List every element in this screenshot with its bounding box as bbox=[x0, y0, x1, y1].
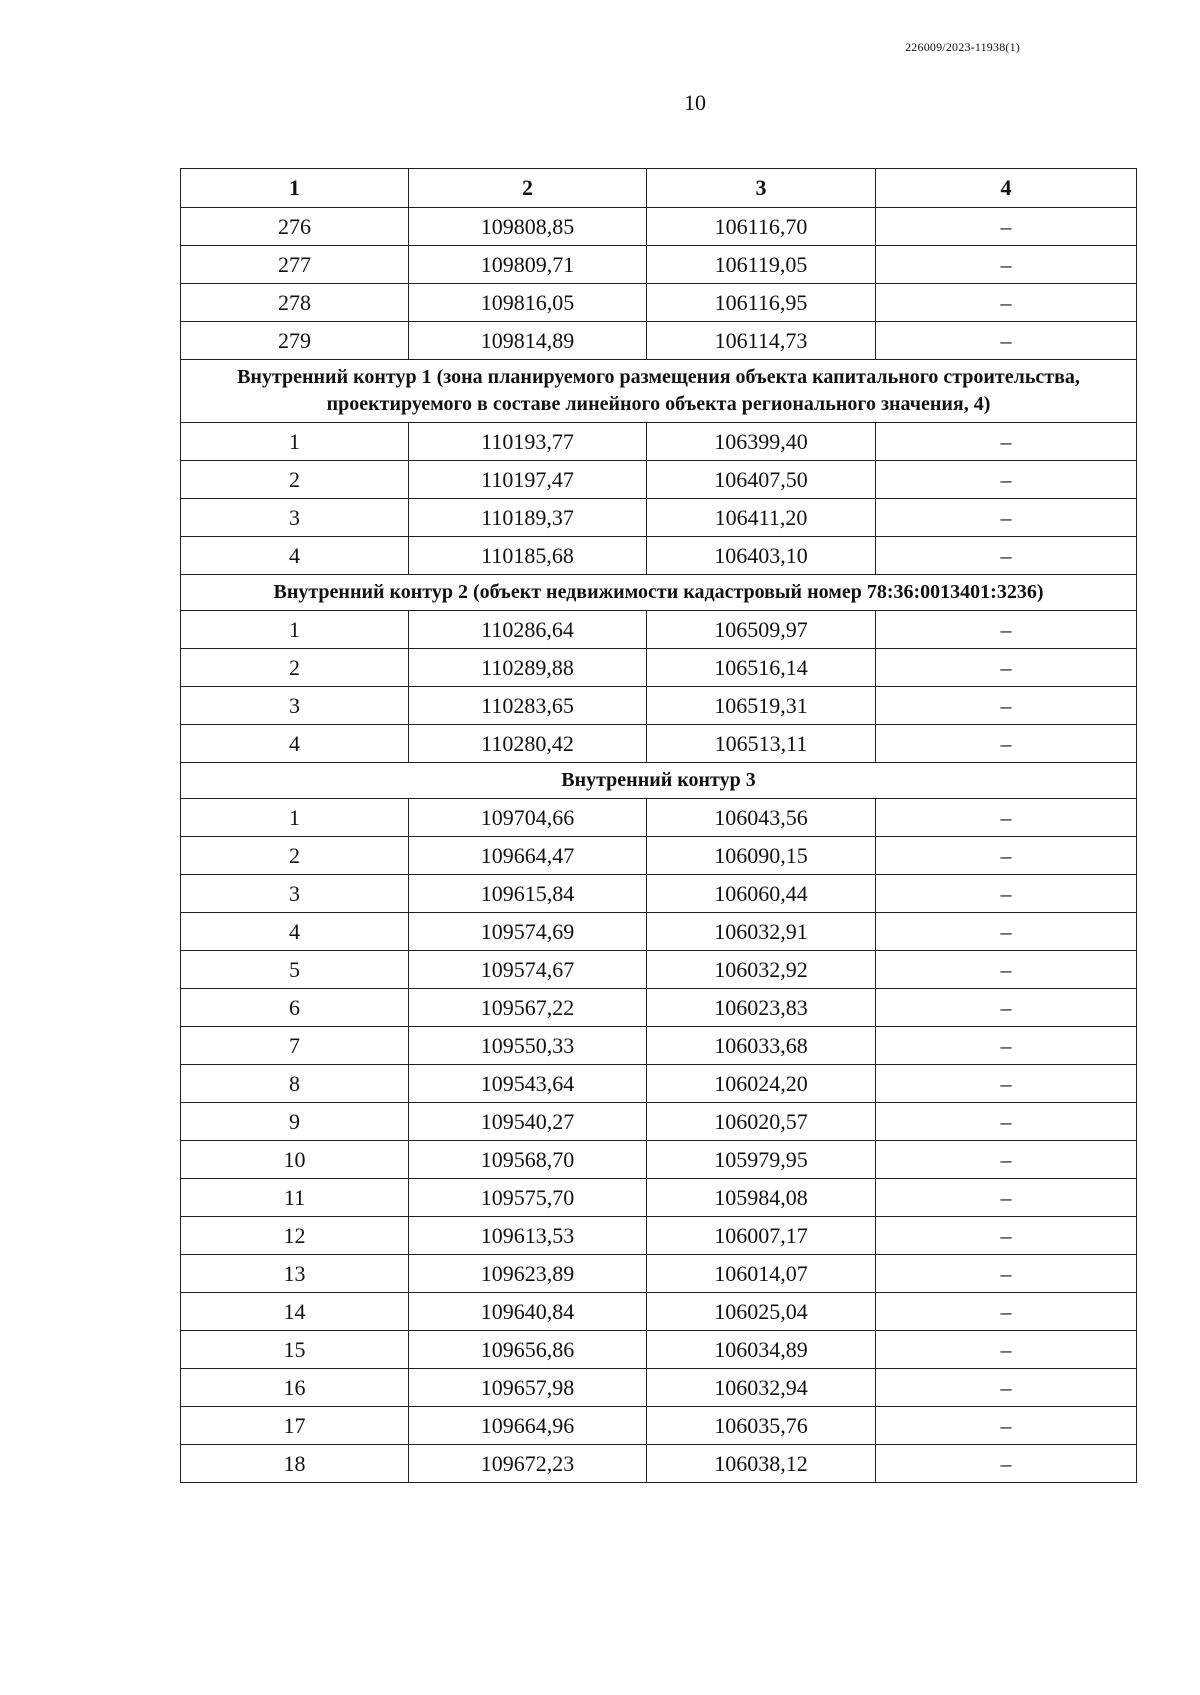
coordinate-y-cell: 106023,83 bbox=[647, 989, 876, 1027]
coordinate-x-cell: 109574,69 bbox=[409, 913, 647, 951]
point-number-cell: 14 bbox=[181, 1293, 409, 1331]
coordinate-x-cell: 110283,65 bbox=[409, 687, 647, 725]
coordinate-y-cell: 106114,73 bbox=[647, 322, 876, 360]
table-row bbox=[181, 725, 1137, 763]
point-number-cell: 1 bbox=[181, 799, 409, 837]
coordinate-y-cell: 105979,95 bbox=[647, 1141, 876, 1179]
point-number-cell: 278 bbox=[181, 284, 409, 322]
table-body bbox=[181, 208, 1137, 1483]
table-row bbox=[181, 687, 1137, 725]
coordinate-y-cell: 106032,92 bbox=[647, 951, 876, 989]
note-cell: – bbox=[876, 837, 1137, 875]
coordinate-x-cell: 109672,23 bbox=[409, 1445, 647, 1483]
coordinate-y-cell: 106513,11 bbox=[647, 725, 876, 763]
coordinate-y-cell: 106407,50 bbox=[647, 461, 876, 499]
point-number-cell: 11 bbox=[181, 1179, 409, 1217]
coordinate-x-cell: 109704,66 bbox=[409, 799, 647, 837]
coordinate-x-cell: 109540,27 bbox=[409, 1103, 647, 1141]
note-cell: – bbox=[876, 1255, 1137, 1293]
note-cell: – bbox=[876, 799, 1137, 837]
table-row bbox=[181, 1103, 1137, 1141]
coordinate-y-cell: 106035,76 bbox=[647, 1407, 876, 1445]
point-number-cell: 279 bbox=[181, 322, 409, 360]
point-number-cell: 1 bbox=[181, 423, 409, 461]
coordinate-y-cell: 106038,12 bbox=[647, 1445, 876, 1483]
table-row bbox=[181, 461, 1137, 499]
note-cell: – bbox=[876, 725, 1137, 763]
coordinate-x-cell: 110189,37 bbox=[409, 499, 647, 537]
point-number-cell: 7 bbox=[181, 1027, 409, 1065]
note-cell: – bbox=[876, 1445, 1137, 1483]
point-number-cell: 2 bbox=[181, 461, 409, 499]
table-row bbox=[181, 1255, 1137, 1293]
note-cell: – bbox=[876, 649, 1137, 687]
coordinate-x-cell: 109623,89 bbox=[409, 1255, 647, 1293]
point-number-cell: 4 bbox=[181, 913, 409, 951]
table-row bbox=[181, 989, 1137, 1027]
coordinate-y-cell: 106043,56 bbox=[647, 799, 876, 837]
coordinate-y-cell: 106025,04 bbox=[647, 1293, 876, 1331]
table-row bbox=[181, 284, 1137, 322]
coordinate-x-cell: 109656,86 bbox=[409, 1331, 647, 1369]
section-title-row bbox=[181, 360, 1137, 423]
point-number-cell: 10 bbox=[181, 1141, 409, 1179]
table-row bbox=[181, 611, 1137, 649]
section-title-row bbox=[181, 575, 1137, 611]
note-cell: – bbox=[876, 989, 1137, 1027]
coordinate-y-cell: 106403,10 bbox=[647, 537, 876, 575]
coordinate-x-cell: 109664,96 bbox=[409, 1407, 647, 1445]
coordinate-x-cell: 109568,70 bbox=[409, 1141, 647, 1179]
coordinate-x-cell: 109816,05 bbox=[409, 284, 647, 322]
note-cell: – bbox=[876, 1103, 1137, 1141]
coordinate-y-cell: 106014,07 bbox=[647, 1255, 876, 1293]
table-row bbox=[181, 1445, 1137, 1483]
coordinate-x-cell: 109664,47 bbox=[409, 837, 647, 875]
table-row bbox=[181, 1141, 1137, 1179]
table-row bbox=[181, 1179, 1137, 1217]
coordinate-y-cell: 106399,40 bbox=[647, 423, 876, 461]
coordinate-y-cell: 106116,95 bbox=[647, 284, 876, 322]
coordinate-x-cell: 109814,89 bbox=[409, 322, 647, 360]
table-row bbox=[181, 837, 1137, 875]
table-row bbox=[181, 322, 1137, 360]
table-row bbox=[181, 799, 1137, 837]
note-cell: – bbox=[876, 423, 1137, 461]
note-cell: – bbox=[876, 687, 1137, 725]
note-cell: – bbox=[876, 1179, 1137, 1217]
coordinate-x-cell: 109809,71 bbox=[409, 246, 647, 284]
coordinate-x-cell: 110289,88 bbox=[409, 649, 647, 687]
point-number-cell: 15 bbox=[181, 1331, 409, 1369]
point-number-cell: 9 bbox=[181, 1103, 409, 1141]
point-number-cell: 12 bbox=[181, 1217, 409, 1255]
coordinate-y-cell: 106516,14 bbox=[647, 649, 876, 687]
table-row bbox=[181, 499, 1137, 537]
table-row bbox=[181, 875, 1137, 913]
point-number-cell: 3 bbox=[181, 875, 409, 913]
point-number-cell: 277 bbox=[181, 246, 409, 284]
table-row bbox=[181, 1065, 1137, 1103]
point-number-cell: 6 bbox=[181, 989, 409, 1027]
coordinate-y-cell: 106034,89 bbox=[647, 1331, 876, 1369]
column-header-1: 1 bbox=[181, 169, 409, 208]
note-cell: – bbox=[876, 1369, 1137, 1407]
note-cell: – bbox=[876, 1217, 1137, 1255]
coordinate-x-cell: 109640,84 bbox=[409, 1293, 647, 1331]
page-number: 10 bbox=[684, 90, 706, 115]
point-number-cell: 2 bbox=[181, 837, 409, 875]
coordinate-x-cell: 109615,84 bbox=[409, 875, 647, 913]
note-cell: – bbox=[876, 1065, 1137, 1103]
point-number-cell: 3 bbox=[181, 499, 409, 537]
note-cell: – bbox=[876, 246, 1137, 284]
table-header bbox=[181, 169, 1137, 208]
coordinate-y-cell: 106509,97 bbox=[647, 611, 876, 649]
note-cell: – bbox=[876, 611, 1137, 649]
table-row bbox=[181, 913, 1137, 951]
coordinate-x-cell: 109808,85 bbox=[409, 208, 647, 246]
coordinate-y-cell: 106116,70 bbox=[647, 208, 876, 246]
point-number-cell: 13 bbox=[181, 1255, 409, 1293]
header-row bbox=[181, 169, 1137, 208]
coordinate-x-cell: 110286,64 bbox=[409, 611, 647, 649]
section-title-row bbox=[181, 763, 1137, 799]
table-row bbox=[181, 1331, 1137, 1369]
coordinate-y-cell: 106519,31 bbox=[647, 687, 876, 725]
section-title: Внутренний контур 1 (зона планируемого размещения объекта капитального строительства, проектируемого в составе линейного объекта регионального значения, 4) bbox=[181, 360, 1137, 423]
note-cell: – bbox=[876, 875, 1137, 913]
coordinate-x-cell: 109574,67 bbox=[409, 951, 647, 989]
point-number-cell: 18 bbox=[181, 1445, 409, 1483]
coordinate-x-cell: 110197,47 bbox=[409, 461, 647, 499]
table-row bbox=[181, 208, 1137, 246]
point-number-cell: 4 bbox=[181, 537, 409, 575]
table-row bbox=[181, 951, 1137, 989]
table-row bbox=[181, 1217, 1137, 1255]
coordinate-y-cell: 106060,44 bbox=[647, 875, 876, 913]
point-number-cell: 276 bbox=[181, 208, 409, 246]
coordinate-y-cell: 106119,05 bbox=[647, 246, 876, 284]
table-row bbox=[181, 1369, 1137, 1407]
column-header-3: 3 bbox=[647, 169, 876, 208]
coordinate-y-cell: 106007,17 bbox=[647, 1217, 876, 1255]
note-cell: – bbox=[876, 1331, 1137, 1369]
coordinate-x-cell: 109543,64 bbox=[409, 1065, 647, 1103]
coordinate-y-cell: 106020,57 bbox=[647, 1103, 876, 1141]
table-row bbox=[181, 1407, 1137, 1445]
column-header-2: 2 bbox=[409, 169, 647, 208]
note-cell: – bbox=[876, 537, 1137, 575]
note-cell: – bbox=[876, 1293, 1137, 1331]
note-cell: – bbox=[876, 322, 1137, 360]
note-cell: – bbox=[876, 1141, 1137, 1179]
table-row bbox=[181, 246, 1137, 284]
coordinates-table bbox=[180, 168, 1137, 1483]
note-cell: – bbox=[876, 284, 1137, 322]
coordinate-x-cell: 110280,42 bbox=[409, 725, 647, 763]
coordinate-y-cell: 106032,94 bbox=[647, 1369, 876, 1407]
coordinate-y-cell: 106033,68 bbox=[647, 1027, 876, 1065]
table-row bbox=[181, 537, 1137, 575]
point-number-cell: 5 bbox=[181, 951, 409, 989]
coordinate-y-cell: 106090,15 bbox=[647, 837, 876, 875]
coordinate-y-cell: 106411,20 bbox=[647, 499, 876, 537]
coordinate-x-cell: 109613,53 bbox=[409, 1217, 647, 1255]
coordinate-y-cell: 106024,20 bbox=[647, 1065, 876, 1103]
section-title: Внутренний контур 2 (объект недвижимости кадастровый номер 78:36:0013401:3236) bbox=[181, 575, 1137, 611]
point-number-cell: 8 bbox=[181, 1065, 409, 1103]
coordinate-y-cell: 105984,08 bbox=[647, 1179, 876, 1217]
coordinate-x-cell: 110193,77 bbox=[409, 423, 647, 461]
note-cell: – bbox=[876, 461, 1137, 499]
point-number-cell: 17 bbox=[181, 1407, 409, 1445]
point-number-cell: 4 bbox=[181, 725, 409, 763]
point-number-cell: 16 bbox=[181, 1369, 409, 1407]
table-row bbox=[181, 649, 1137, 687]
coordinate-x-cell: 109567,22 bbox=[409, 989, 647, 1027]
note-cell: – bbox=[876, 951, 1137, 989]
document-registration-number: 226009/2023-11938(1) bbox=[905, 40, 1020, 54]
note-cell: – bbox=[876, 913, 1137, 951]
table-row bbox=[181, 1293, 1137, 1331]
note-cell: – bbox=[876, 1027, 1137, 1065]
section-title: Внутренний контур 3 bbox=[181, 763, 1137, 799]
point-number-cell: 3 bbox=[181, 687, 409, 725]
coordinate-x-cell: 109575,70 bbox=[409, 1179, 647, 1217]
coordinate-y-cell: 106032,91 bbox=[647, 913, 876, 951]
table-row bbox=[181, 1027, 1137, 1065]
note-cell: – bbox=[876, 1407, 1137, 1445]
coordinate-x-cell: 109550,33 bbox=[409, 1027, 647, 1065]
point-number-cell: 1 bbox=[181, 611, 409, 649]
note-cell: – bbox=[876, 208, 1137, 246]
note-cell: – bbox=[876, 499, 1137, 537]
point-number-cell: 2 bbox=[181, 649, 409, 687]
table-row bbox=[181, 423, 1137, 461]
coordinate-x-cell: 110185,68 bbox=[409, 537, 647, 575]
column-header-4: 4 bbox=[876, 169, 1137, 208]
coordinate-x-cell: 109657,98 bbox=[409, 1369, 647, 1407]
